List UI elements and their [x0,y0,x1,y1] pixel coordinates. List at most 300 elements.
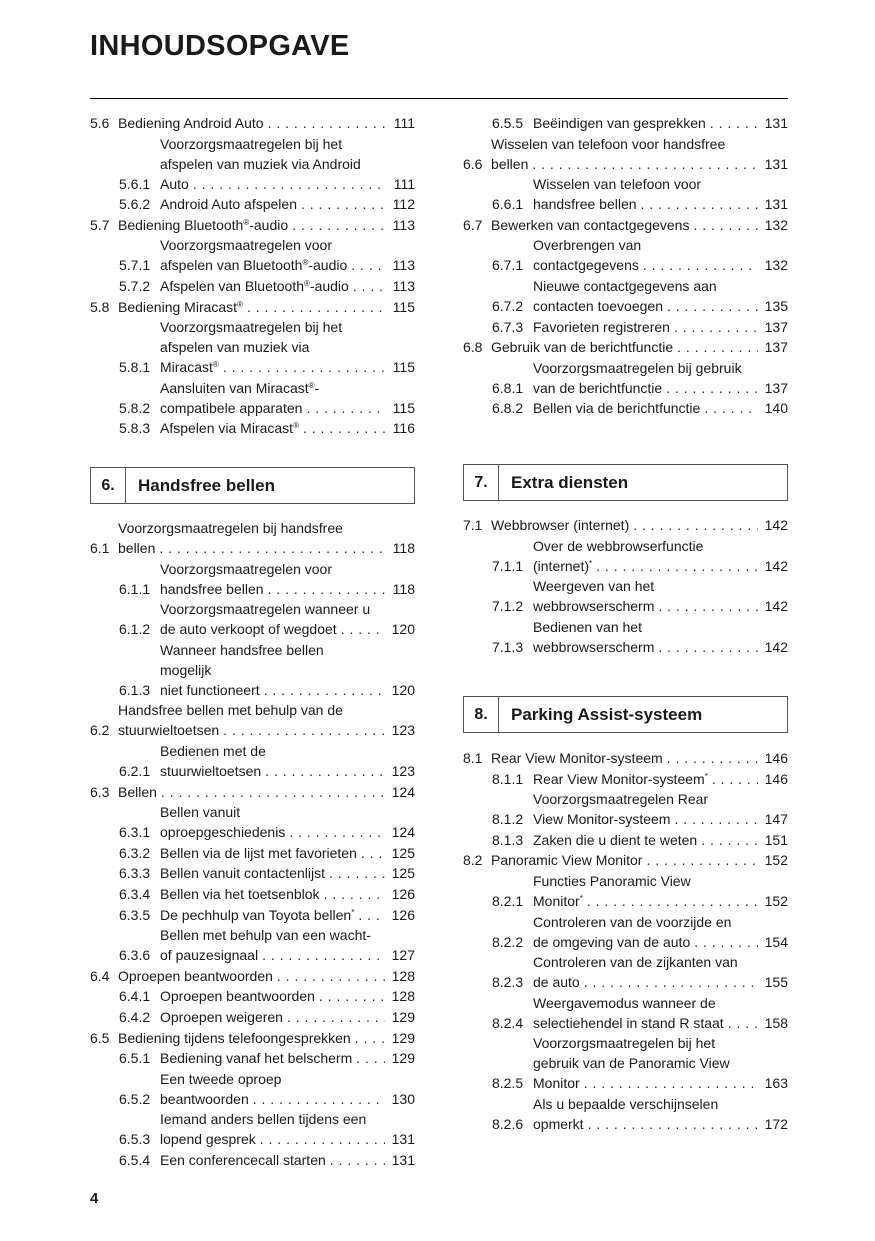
toc-entry-title [533,1094,758,1134]
toc-entry-title [160,1069,385,1109]
dot-leader [299,418,385,438]
toc-entry-number: 6.3.1 [119,824,151,841]
toc-entry-number: 6.8.2 [492,400,524,417]
toc-entry[interactable] [90,194,415,214]
toc-entry-title-line: Voorzorgsmaatregelen voor [160,237,332,254]
toc-entry[interactable] [90,925,415,965]
toc-entry-title-line: Miracast® [160,359,219,376]
toc-entry-page: 112 [392,196,415,213]
dot-leader [689,215,758,235]
dot-leader [243,297,385,317]
toc-entry-number: 8.2.3 [492,974,524,991]
toc-entry-page: 126 [391,906,415,923]
dot-leader [352,1048,385,1068]
toc-entry[interactable] [463,576,788,616]
toc-entry-page: 131 [391,1131,415,1148]
toc-entry-number: 6.1.1 [119,580,151,597]
toc-entry-number: 8.1.1 [492,770,524,787]
toc-entry-title [533,235,758,275]
toc-entry-title-line: Auto [160,175,189,192]
toc-entry[interactable] [90,518,415,558]
dot-leader [528,154,758,174]
toc-entry-title-line: Bedienen van het [533,618,642,635]
dot-leader [219,357,385,377]
toc-entry[interactable] [90,905,415,925]
toc-block-chapter-6 [90,518,415,1170]
toc-entry-title [533,617,758,657]
toc-entry-number: 8.2.4 [492,1014,524,1031]
toc-entry[interactable] [463,769,788,789]
toc-entry-page: 113 [392,277,415,294]
toc-entry-page: 120 [391,621,415,638]
toc-entry-page: 125 [391,865,415,882]
toc-entry-title-line: stuurwieltoetsen [118,722,220,739]
toc-entry-title-line: Oproepen beantwoorden [118,967,273,984]
toc-entry[interactable] [90,802,415,842]
toc-entry-title-line: Wanneer handsfree bellen [160,641,324,658]
toc-entry-number: 5.8 [90,298,110,315]
toc-entry-number: 6.5.1 [119,1050,151,1067]
chapter-header-6 [90,467,415,504]
toc-entry-page: 142 [764,517,788,533]
toc-entry[interactable] [90,986,415,1006]
toc-entry-title-line: Bediening Miracast® [118,298,243,315]
toc-entry-page: 116 [392,420,415,437]
chapter-title: Extra diensten [511,472,629,492]
toc-entry-title [160,418,385,438]
toc-entry-title [491,337,758,357]
toc-entry[interactable] [90,782,415,802]
toc-entry-number: 5.7.2 [119,277,151,294]
toc-entry-number: 6.4.1 [119,988,151,1005]
dot-leader [583,891,758,911]
toc-entry-number: 8.1.3 [492,831,524,848]
toc-entry-page: 113 [392,257,415,274]
dot-leader [654,637,758,657]
dot-leader [337,619,385,639]
toc-entry-title [118,1028,385,1048]
toc-entry-title [160,235,385,275]
toc-entry[interactable] [90,215,415,235]
toc-entry-page: 129 [391,1029,415,1046]
toc-entry[interactable] [90,1109,415,1149]
toc-entry[interactable] [463,337,788,357]
dot-leader [326,1150,385,1170]
dot-leader [249,1089,385,1109]
toc-entry-number: 6.1.2 [119,621,151,638]
chapter-header-8 [463,696,788,733]
toc-entry-title-line: Bellen vanuit [160,804,241,821]
toc-entry-title-line: Oproepen weigeren [160,1008,283,1025]
toc-entry-number: 8.1 [463,750,483,766]
toc-entry-number: 8.2.6 [492,1115,524,1132]
toc-entry-title-line: Voorzorgsmaatregelen bij het [533,1035,716,1052]
toc-entry-title [533,398,758,418]
toc-entry-number: 7.1.1 [492,557,524,574]
toc-entry-number: 8.2 [463,852,483,869]
toc-entry-number: 6.3.3 [119,865,151,882]
toc-entry-title [160,884,385,904]
toc-entry-title [533,576,758,616]
toc-entry-title [160,559,385,599]
toc-entry-title-line: Controleren van de zijkanten van [533,954,738,971]
dot-leader [288,215,385,235]
toc-entry-title-line: Weergeven van het [533,578,655,595]
toc-entry[interactable] [90,1150,415,1170]
dot-leader [273,966,385,986]
dot-leader [700,398,758,418]
toc-entry-title [533,789,758,829]
toc-entry-title-line: bellen [118,540,156,556]
toc-entry[interactable] [463,174,788,214]
toc-entry[interactable] [90,1069,415,1109]
toc-entry-number: 5.6.2 [119,196,151,213]
toc-entry-title-line: (internet)* [533,557,593,574]
toc-entry-title [160,640,385,700]
toc-entry[interactable] [463,398,788,418]
toc-entry-number: 6.3.4 [119,885,151,902]
toc-entry-title-line: Overbrengen van [533,237,642,254]
dot-leader [189,174,385,194]
toc-entry-page: 131 [391,1151,415,1168]
toc-entry-number: 6.2 [90,722,110,739]
toc-entry[interactable] [90,317,415,377]
toc-entry-title [533,358,758,398]
toc-entry-title-line: van de berichtfunctie [533,379,663,396]
dot-leader [642,850,758,870]
toc-entry[interactable] [90,700,415,740]
toc-entry-number: 5.6 [90,115,110,131]
toc-entry-title [160,741,385,781]
toc-entry-page: 140 [764,400,788,417]
chapter-title: Parking Assist-systeem [511,704,703,724]
dot-leader [347,255,385,275]
toc-entry[interactable] [90,276,415,296]
toc-entry-number: 6.3.5 [119,906,151,923]
toc-entry[interactable] [90,966,415,986]
dot-leader [663,748,758,768]
toc-entry[interactable] [463,912,788,952]
toc-entry-title-line: Over de webbrowserfunctie [533,537,704,554]
toc-entry-page: 123 [391,762,415,779]
dot-leader [662,378,758,398]
toc-entry-title-line: mogelijk [160,661,212,678]
toc-entry-title-line: Bewerken van contactgegevens [491,216,690,233]
toc-entry-title-line: Voorzorgsmaatregelen Rear [533,791,709,808]
toc-entry[interactable] [90,418,415,438]
toc-entry-number: 6.1.3 [119,681,151,698]
dot-leader [297,194,385,214]
toc-entry[interactable] [463,215,788,235]
toc-entry-title [160,378,385,418]
toc-entry-title [533,1033,758,1093]
toc-entry-page: 131 [764,196,788,213]
dot-leader [349,276,385,296]
toc-entry[interactable] [90,113,415,133]
toc-entry-title-line: Bellen met behulp van een wacht- [160,927,371,944]
toc-entry-page: 128 [391,967,415,984]
toc-entry[interactable] [463,1033,788,1093]
toc-entry[interactable] [463,134,788,174]
toc-entry-number: 6.5.4 [119,1151,151,1168]
toc-entry-page: 123 [391,722,415,739]
dot-leader [629,515,758,535]
toc-entry-page: 142 [764,557,788,574]
toc-entry-title [491,850,758,870]
title-divider [90,98,788,99]
dot-leader [697,830,758,850]
toc-entry-title-line: Een tweede oproep [160,1070,282,1087]
toc-entry-title-line: Favorieten registreren [533,318,670,335]
toc-entry-title-line: Bediening Android Auto [118,115,264,131]
toc-entry-page: 128 [391,988,415,1005]
toc-entry-title-line: Android Auto afspelen [160,196,297,213]
toc-entry-number: 6.6.1 [492,196,524,213]
toc-entry-title [118,700,385,740]
toc-entry-page: 125 [391,844,415,861]
toc-entry[interactable] [90,741,415,781]
toc-entry-page: 129 [391,1008,415,1025]
toc-entry-number: 5.8.2 [119,399,151,416]
toc-entry[interactable] [463,1094,788,1134]
toc-entry-number: 6.3 [90,783,110,800]
dot-leader [320,884,385,904]
toc-entry-number: 5.8.1 [119,359,151,376]
toc-entry-title [160,1007,385,1027]
dot-leader [663,296,758,316]
toc-entry[interactable] [90,378,415,418]
toc-entry[interactable] [463,993,788,1033]
toc-entry-number: 5.7 [90,216,110,233]
toc-entry[interactable] [463,748,788,768]
page-number: 4 [90,1190,99,1207]
toc-entry-title-line: contactgegevens [533,257,639,274]
dot-leader [580,1073,758,1093]
toc-entry-page: 142 [764,598,788,615]
toc-entry-title-line: Rear View Monitor-systeem [491,750,663,766]
toc-entry-title-line: Oproepen beantwoorden [160,988,315,1005]
toc-entry[interactable] [90,1028,415,1048]
toc-entry-title-line: Rear View Monitor-systeem* [533,770,708,787]
toc-entry[interactable] [90,235,415,275]
toc-entry-page: 131 [764,115,788,131]
chapter-number: 8. [464,697,499,732]
dot-leader [673,337,758,357]
dot-leader [264,579,385,599]
toc-entry-number: 6.6 [463,155,483,172]
toc-entry-page: 137 [764,379,788,396]
dot-leader [357,843,385,863]
toc-entry-page: 126 [391,885,415,902]
toc-entry-number: 7.1.3 [492,638,524,655]
toc-entry-page: 172 [764,1115,788,1132]
dot-leader [325,863,385,883]
toc-entry-title [491,748,758,768]
toc-entry[interactable] [90,559,415,599]
toc-entry[interactable] [463,789,788,829]
toc-entry[interactable] [90,599,415,639]
toc-entry-title-line: webbrowserscherm [533,598,655,615]
toc-entry-number: 6.3.2 [119,844,151,861]
toc-entry-title-line: bellen [491,155,529,172]
toc-entry-page: 163 [764,1075,788,1092]
toc-entry-number: 6.2.1 [119,762,151,779]
dot-leader [256,1129,385,1149]
toc-entry-page: 127 [391,947,415,964]
toc-entry-title [118,966,385,986]
dot-leader [584,1114,758,1134]
toc-entry-title [160,925,385,965]
toc-entry-title-line: Wisselen van telefoon voor handsfree [491,135,726,152]
toc-entry-number: 6.5.5 [492,115,524,131]
toc-entry-title-line: Voorzorgsmaatregelen bij handsfree [118,520,343,536]
toc-block-chapter-5 [90,113,415,439]
toc-entry-title-line: De pechhulp van Toyota bellen* [160,906,355,923]
toc-entry-page: 118 [392,540,415,556]
toc-entry-title-line: Monitor* [533,892,583,909]
dot-leader [637,194,758,214]
toc-entry-title-line: afspelen van muziek via [160,339,310,356]
toc-entry[interactable] [463,317,788,337]
toc-entry-title-line: Gebruik van de berichtfunctie [491,339,674,356]
toc-entry-title-line: oproepgeschiedenis [160,824,286,841]
dot-leader [690,932,758,952]
toc-entry-title-line: webbrowserscherm [533,638,655,655]
toc-entry[interactable] [90,843,415,863]
toc-entry-title-line: de auto [533,974,580,991]
toc-entry-title-line: de auto verkoopt of wegdoet [160,621,337,638]
toc-entry[interactable] [90,1048,415,1068]
toc-entry-title [160,843,385,863]
toc-entry[interactable] [463,113,788,133]
toc-entry-title-line: selectiehendel in stand R staat [533,1014,724,1031]
toc-entry-page: 158 [764,1014,788,1031]
toc-entry-title-line: lopend gesprek [160,1131,256,1148]
toc-entry-title [533,912,758,952]
toc-entry-title-line: View Monitor-systeem [533,811,671,828]
dot-leader [260,680,385,700]
toc-entry[interactable] [90,134,415,194]
toc-entry-title-line: Voorzorgsmaatregelen bij het [160,135,343,152]
toc-entry[interactable] [463,536,788,576]
toc-entry-title-line: compatibele apparaten [160,399,303,416]
toc-entry-title-line: Bellen [118,783,157,800]
toc-entry[interactable] [463,617,788,657]
toc-entry-title-line: Bellen via het toetsenblok [160,885,320,902]
toc-entry-number: 8.2.5 [492,1075,524,1092]
toc-entry-title [160,905,385,925]
toc-entry-title-line: Webbrowser (internet) [491,517,630,533]
toc-entry[interactable] [90,884,415,904]
toc-entry[interactable] [463,952,788,992]
toc-entry-title [118,782,385,802]
toc-entry[interactable] [90,297,415,317]
toc-entry-page: 152 [764,892,788,909]
toc-entry[interactable] [463,358,788,398]
dot-leader [670,809,758,829]
toc-entry-title [160,1109,385,1149]
toc-entry[interactable] [90,863,415,883]
chapter-header-7 [463,464,788,501]
dot-leader [708,769,758,789]
toc-entry-title-line: Handsfree bellen met behulp van de [118,702,343,719]
toc-entry-title [160,986,385,1006]
toc-entry[interactable] [463,235,788,275]
toc-entry-title [160,863,385,883]
toc-entry-title-line: Bediening Bluetooth®-audio [118,216,289,233]
toc-entry[interactable] [463,850,788,870]
toc-entry-title [160,276,385,296]
toc-entry-title [118,518,385,558]
toc-entry-title-line: of pauzesignaal [160,947,259,964]
toc-entry-title-line: contacten toevoegen [533,297,663,314]
dot-leader [592,556,758,576]
toc-entry-title-line: stuurwieltoetsen [160,762,262,779]
toc-entry-number: 6.4.2 [119,1008,151,1025]
toc-entry[interactable] [463,830,788,850]
toc-entry-title-line: Voorzorgsmaatregelen voor [160,560,332,577]
toc-entry[interactable] [90,1007,415,1027]
dot-leader [264,113,385,133]
toc-entry-number: 6.7 [463,216,483,233]
dot-leader [315,986,385,1006]
toc-entry[interactable] [463,515,788,535]
toc-entry-title-line: handsfree bellen [160,580,264,597]
toc-entry-number: 8.2.1 [492,892,524,909]
toc-entry-page: 147 [764,811,788,828]
toc-entry-title-line: niet functioneert [160,681,260,698]
toc-entry-number: 6.1 [90,540,110,556]
toc-entry-title [491,134,758,174]
toc-entry-page: 135 [764,297,788,314]
dot-leader [302,398,385,418]
toc-entry-number: 5.7.1 [119,257,151,274]
toc-entry-title [160,599,385,639]
toc-entry-title [491,515,758,535]
toc-entry-title-line: Voorzorgsmaatregelen wanneer u [160,601,371,618]
toc-entry[interactable] [90,640,415,700]
toc-entry-title-line: Controleren van de voorzijde en [533,913,732,930]
toc-entry-page: 154 [764,933,788,950]
toc-entry-title-line: Bedienen met de [160,742,266,759]
toc-entry-title-line: Monitor [533,1075,580,1092]
toc-entry-title [533,871,758,911]
toc-entry[interactable] [463,871,788,911]
toc-entry-number: 6.8.1 [492,379,524,396]
toc-entry-title [533,769,758,789]
toc-entry-page: 151 [764,831,788,848]
toc-entry-page: 120 [391,681,415,698]
toc-entry-title-line: handsfree bellen [533,196,637,213]
toc-entry-title [118,297,385,317]
toc-entry-title-line: Aansluiten van Miracast®- [160,379,320,396]
page-title: INHOUDSOPGAVE [90,30,350,62]
toc-entry-title-line: Nieuwe contactgegevens aan [533,277,717,294]
toc-block-chapter-7 [463,515,788,657]
toc-entry-title-line: Afspelen van Bluetooth®-audio [160,277,349,294]
toc-entry-page: 111 [393,115,415,131]
toc-entry-number: 6.5 [90,1029,110,1046]
toc-entry-title-line: Bediening vanaf het belscherm [160,1050,353,1067]
toc-entry-page: 131 [764,155,788,172]
toc-entry-title-line: afspelen van muziek via Android [160,155,361,172]
toc-entry-title [533,993,758,1033]
toc-entry-page: 111 [393,175,415,192]
toc-entry-title-line: Bellen via de lijst met favorieten [160,844,357,861]
toc-entry-title-line: Bediening tijdens telefoongesprekken [118,1029,351,1046]
toc-entry[interactable] [463,276,788,316]
toc-entry-title-line: Weergavemodus wanneer de [533,994,716,1011]
